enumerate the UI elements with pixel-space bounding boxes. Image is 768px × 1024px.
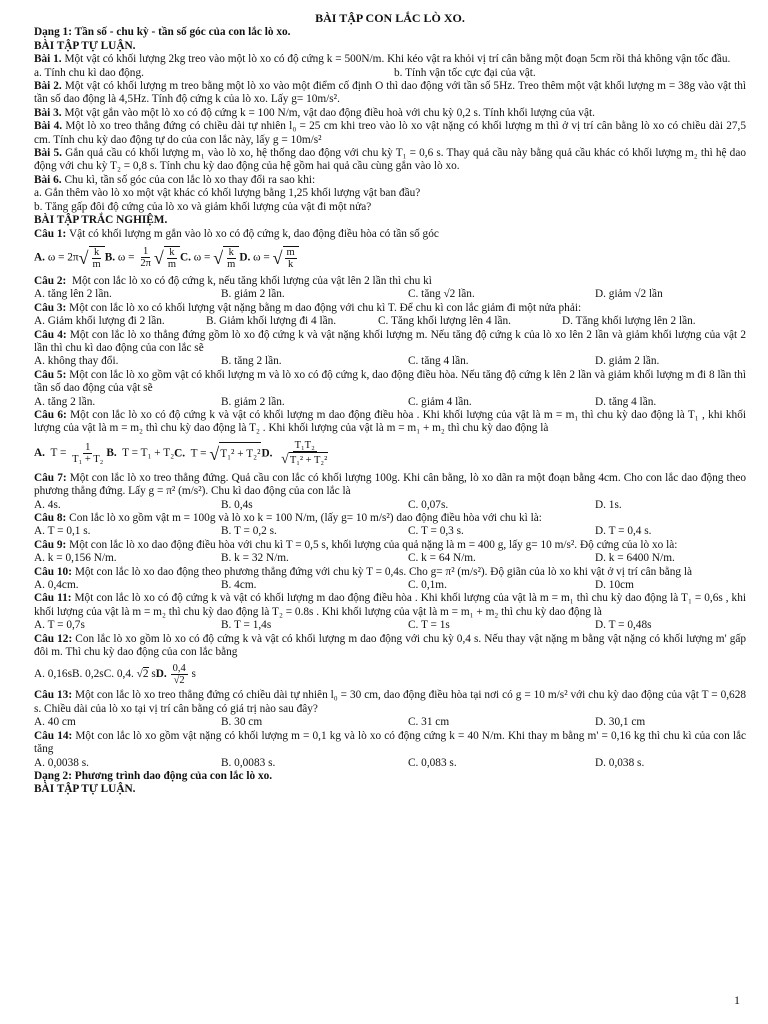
option-b: B. 30 cm [221, 716, 263, 729]
question-14-options [34, 757, 746, 770]
option-c: C. 0,1m. [408, 579, 447, 592]
option-d: D. T = 0,48s [595, 619, 652, 632]
question-6-options [34, 436, 746, 472]
option-d: D. giảm 2 lần. [595, 355, 660, 368]
option-b: B. 4cm. [221, 579, 257, 592]
subsection-heading-tu-luan-2: BÀI TẬP TỰ LUẬN. [34, 783, 136, 796]
exercise-text: Gắn quả cầu có khối lượng m₁ vào lò xo, hệ thống dao động với chu kỳ T₁ = 0,6 s. Thay quả cầu này bằng quả cầu khác có khối lượng m₂ thì hệ dao động với chu kỳ T₂ = 0,8 s. Tính chu kỳ dao động của hệ gồm hai quả cầu cùng gắn vào lò xo. [34, 147, 746, 173]
exercise-label: Bài 4. [34, 120, 63, 133]
option-a: A. 0,4cm. [34, 579, 79, 592]
sqrt-symbol: √ $\frac{k}{m}$ [79, 246, 105, 270]
question-5-options [34, 396, 746, 409]
question-7-options [34, 499, 746, 512]
option-a: A. 0,0038 s. [34, 756, 89, 769]
question-label: Câu 14: [34, 729, 73, 742]
option-d: D. ω = √ $\frac{m}{k}$ [239, 246, 298, 270]
exercise-label: Bài 2. [34, 80, 62, 93]
exercise-text: Một vật có khối lượng 2kg treo vào một lò xo có độ cứng k = 500N/m. Khi kéo vật ra khỏi vị trí cân bằng một đoạn 5cm rồi thả không vận tốc đầu. [64, 53, 731, 66]
sqrt-symbol: √ T₁² + T₂² [209, 443, 261, 464]
option-d: D. T₁T₂ √ T₁² + T₂² [261, 439, 328, 467]
question-label: Câu 7: [34, 471, 67, 484]
option-c: C. Tăng khối lượng lên 4 lần. [378, 315, 512, 328]
sqrt-symbol: √ T₁² + T₂² [281, 451, 328, 467]
question-text: Một con lắc lò xo gồm vật nặng có khối lượng m = 0,1 kg và lò xo có động cứng k = 40 N/m. Khi thay m bằng m' = 0,16 kg thì chu kì của con lắc tăng [34, 729, 746, 756]
question-label: Câu 11: [34, 592, 72, 605]
exercise-label: Bài 3. [34, 106, 62, 119]
option-b: B. Giảm khối lượng đi 4 lần. [206, 315, 337, 328]
option-a: A. tăng 2 lần. [34, 395, 96, 408]
option-a: A. tăng lên 2 lần. [34, 288, 112, 301]
sqrt-symbol: √ $\frac{m}{k}$ [273, 246, 299, 270]
exercise-3 [34, 107, 746, 120]
question-14 [34, 730, 746, 757]
question-text: Một con lắc lò xo treo thẳng đứng có chiều dài tự nhiên l₀ = 30 cm, dao động điều hòa tại nơi có g = 10 m/s² với chu kỳ dao động của vật T = 0,628 s. Chiều dài của lò xo tại vị trí cân bằng có giá trị nào sau đây? [34, 689, 747, 715]
question-2-options [34, 288, 746, 301]
section-heading-dang1: Dạng 1: Tần số - chu kỳ - tần số góc của con lắc lò xo. [34, 26, 291, 39]
question-label: Câu 3: [34, 301, 67, 314]
sqrt-symbol: √ $\frac{k}{m}$ [213, 246, 239, 270]
question-text: Một con lắc lò xo thẳng đứng gồm lò xo độ cứng k và vật nặng khối lượng m. Nếu tăng độ cứng k của lò xo lên 2 lần và giảm khối lượng của vật 2 lần thì chu kì dao động của con lắc sẽ [34, 328, 747, 354]
question-12 [34, 633, 746, 660]
option-b: B. giảm 2 lần. [221, 288, 285, 301]
question-10-options [34, 579, 746, 592]
question-11 [34, 592, 746, 619]
question-3-options [34, 315, 746, 328]
exercise-4 [34, 120, 746, 147]
option-a: A. 40 cm [34, 716, 76, 729]
option-d: D. giảm √2 lần [595, 288, 663, 301]
option-a: A. k = 0,156 N/m. [34, 552, 117, 565]
section-heading-dang2: Dạng 2: Phương trình dao động của con lắc lò xo. [34, 769, 273, 782]
question-text: Một con lắc lò xo có khối lượng vật nặng bằng m dao động với chu kì T. Để chu kì con lắc giảm đi một nửa phải: [69, 301, 582, 314]
exercise-label: Bài 6. [34, 173, 62, 186]
question-text: Con lắc lò xo gồm lò xo có độ cứng k và vật có khối lượng m dao động với chu kỳ 0,4 s. Nếu thay vật nặng m bằng vật nặng có khối lượng m' gấp đôi m. Thì chu kỳ dao động của con lắc bằng [34, 632, 747, 659]
exercise-label: Bài 1. [34, 53, 62, 66]
option-c: C. tăng 4 lần. [408, 355, 469, 368]
question-label: Câu 2: [34, 274, 67, 287]
question-7 [34, 472, 746, 499]
question-5 [34, 369, 746, 396]
question-4-options [34, 355, 746, 368]
option-c: C. T = 1s [408, 619, 450, 632]
subsection-heading-trac-nghiem: BÀI TẬP TRẮC NGHIỆM. [34, 214, 168, 227]
question-text: Một con lắc lò xo có độ cứng k và vật có khối lượng m dao động điều hòa . Khi khối lượng của vật là m = m₁ thì chu kỳ dao động là T₁ = 0,6s , khi khối lượng của vật là m = m₂ thì chu kỳ dao động là T₂ = 0.8s . Khi khối lượng của vật là m = m₁ + m₂ thì chu kỳ dao động là [34, 592, 746, 618]
question-12-options [34, 659, 746, 689]
option-c: C. 0,07s. [408, 498, 449, 511]
option-c: C. k = 64 N/m. [408, 552, 476, 565]
question-label: Câu 13: [34, 689, 73, 702]
question-label: Câu 4: [34, 328, 67, 341]
question-8-options [34, 525, 746, 538]
question-13-options [34, 716, 746, 729]
question-text: Một con lắc lò xo dao động theo phương thẳng đứng với chu kỳ T = 0,4s. Cho g= π² (m/s²). Độ giãn của lò xo khi vật ở vị trí cân bằng là [74, 565, 693, 578]
question-13 [34, 689, 746, 716]
option-a: A. ω = 2π √ $\frac{k}{m}$ [34, 246, 105, 270]
option-b: B. k = 32 N/m. [221, 552, 289, 565]
exercise-1-parts [34, 67, 746, 80]
question-6 [34, 409, 746, 436]
question-text: Vật có khối lượng m gắn vào lò xo có độ cứng k, dao động điều hòa có tần số góc [68, 227, 439, 240]
question-text: Con lắc lò xo gồm vật m = 100g và lò xo k = 100 N/m, (lấy g= 10 m/s²) dao động điều hòa với chu kì là: [69, 512, 542, 524]
question-text: Một con lắc lò xo gồm vật có khối lượng m và lò xo có độ cứng k, dao động điều hòa. Nếu tăng độ cứng k lên 2 lần và giảm khối lượng m đi 8 lần thì tần số dao động của vật sẽ [34, 368, 747, 395]
option-a: A. không thay đổi. [34, 355, 119, 368]
question-1-options [34, 241, 746, 275]
question-3 [34, 302, 746, 315]
option-c: C. T = 0,3 s. [408, 525, 464, 538]
question-2 [34, 275, 746, 288]
option-b: B. ω = $\frac{1}{2\pi}$ √ $\frac{k}{m}$ [105, 246, 180, 270]
question-label: Câu 1: [34, 227, 67, 240]
question-9 [34, 539, 746, 552]
option-a: A. T = 0,7s [34, 619, 85, 632]
question-text: Một con lắc lò xo dao động điều hòa với chu kì T = 0,5 s, khối lượng của quả nặng là m = 400 g, lấy g= 10 m/s². Độ cứng của lò xo là: [69, 538, 678, 551]
question-text: Một con lắc lò xo treo thẳng đứng. Quả cầu con lắc có khối lượng 100g. Khi cân bằng, lò xo dãn ra một đoạn bằng 4cm. Cho con lắc dao động theo phương thẳng đứng. Lấy g = π² (m/s²). Chu kì dao động của con lắc là [34, 471, 747, 498]
question-label: Câu 12: [34, 632, 73, 645]
option-d: D. 0,038 s. [595, 756, 645, 769]
option-c: C. T = √ T₁² + T₂² [174, 443, 261, 464]
exercise-2 [34, 80, 746, 107]
page-number: 1 [734, 993, 740, 1007]
question-11-options [34, 619, 746, 632]
question-8 [34, 512, 746, 525]
question-10 [34, 566, 746, 579]
exercise-1 [34, 53, 746, 66]
option-a: A. 0,16s [34, 667, 72, 680]
option-c: C. giảm 4 lần. [408, 395, 472, 408]
option-b: B. tăng 2 lần. [221, 355, 282, 368]
exercise-text: Chu kì, tần số góc của con lắc lò xo thay đổi ra sao khi: [64, 173, 316, 186]
question-text: Một con lắc lò xo có độ cứng k và vật có khối lượng m dao động điều hòa . Khi khối lượng của vật là m = m₁ thì chu kỳ dao động là T₁ , khi khối lượng của vật là m = m₂ thì chu kỳ dao động là T₂ . Khi khối lượng của vật là m = m₁ + m₂ thì chu kỳ dao động là [34, 408, 746, 435]
option-c: C. ω = √ $\frac{k}{m}$ [180, 246, 239, 270]
option-c: C. 31 cm [408, 716, 450, 729]
option-b: B. 0,0083 s. [221, 756, 276, 769]
option-b: B. T = 0,2 s. [221, 525, 277, 538]
option-b: B. giảm 2 lần. [221, 395, 285, 408]
option-c: C. tăng √2 lần. [408, 288, 475, 301]
option-a: A. Giảm khối lượng đi 2 lần. [34, 315, 165, 328]
question-text: Một con lắc lò xo có độ cứng k, nếu tăng khối lượng của vật lên 2 lần thì chu kì [71, 274, 432, 287]
exercise-text: Một vật gắn vào một lò xo có độ cứng k = 100 N/m, vật dao động điều hoà với chu kỳ 0,2 s. Tính khối lượng của vật. [64, 106, 595, 119]
question-1 [34, 228, 746, 241]
option-d: D. 10cm [595, 579, 634, 592]
option-a: A. T = $\frac{1}{\text{T₁ + T₂}}$ [34, 442, 104, 466]
exercise-part: b. Tính vận tốc cực đại của vật. [394, 66, 536, 79]
option-b: B. 0,4s [221, 498, 253, 511]
option-d: D. k = 6400 N/m. [595, 552, 675, 565]
option-c: C. 0,4. √2 s [103, 667, 156, 680]
exercise-label: Bài 5. [34, 147, 62, 160]
question-label: Câu 10: [34, 565, 72, 578]
question-4 [34, 329, 746, 356]
subsection-heading-tu-luan: BÀI TẬP TỰ LUẬN. [34, 39, 136, 52]
question-9-options [34, 552, 746, 565]
exercise-part: a. Tính chu kì dao động. [34, 66, 144, 79]
option-d: D. $\frac{0,4}{√2}$ s [155, 662, 196, 686]
question-label: Câu 8: [34, 512, 67, 524]
exercise-part: b. Tăng gấp đôi độ cứng của lò xo và giảm khối lượng của vật đi một nửa? [34, 200, 372, 213]
exercise-text: Một vật có khối lượng m treo bằng một lò xo vào một điểm cố định O thì dao động với tần số 5Hz. Treo thêm một vật khối lượng m = 38g vào vật thì tần số dao động là 4,5Hz. Tính độ cứng k của lò xo. Lấy g= 10m/s². [34, 80, 747, 106]
option-d: D. 1s. [595, 498, 622, 511]
option-d: D. tăng 4 lần. [595, 395, 657, 408]
question-label: Câu 9: [34, 538, 67, 551]
option-a: A. 4s. [34, 498, 61, 511]
question-label: Câu 5: [34, 368, 67, 381]
exercise-text: Một lò xo treo thẳng đứng có chiều dài tự nhiên l₀ = 25 cm khi treo vào lò xo vật nặng có khối lượng m thì ở vị trí cân bằng lò xo có chiều dài 27,5 cm. Tính chu kỳ dao động tự do của con lắc này, lấy g = 10m/s² [34, 120, 746, 146]
page-title: BÀI TẬP CON LẮC LÒ XO. [315, 11, 465, 25]
exercise-5 [34, 147, 746, 174]
option-d: D. Tăng khối lượng lên 2 lần. [562, 315, 696, 328]
option-d: D. T = 0,4 s. [595, 525, 652, 538]
option-b: B. 0,2s [71, 667, 104, 680]
exercise-part: a. Gắn thêm vào lò xo một vật khác có khối lượng bằng 1,25 khối lượng vật ban đầu? [34, 187, 421, 200]
option-b: B. T = T₁ + T₂ [106, 447, 175, 460]
sqrt-symbol: √ $\frac{k}{m}$ [154, 246, 180, 270]
option-c: C. 0,083 s. [408, 756, 457, 769]
option-a: A. T = 0,1 s. [34, 525, 91, 538]
document-page [34, 12, 746, 797]
exercise-6 [34, 174, 746, 187]
option-b: B. T = 1,4s [221, 619, 272, 632]
option-d: D. 30,1 cm [595, 716, 646, 729]
question-label: Câu 6: [34, 408, 67, 421]
